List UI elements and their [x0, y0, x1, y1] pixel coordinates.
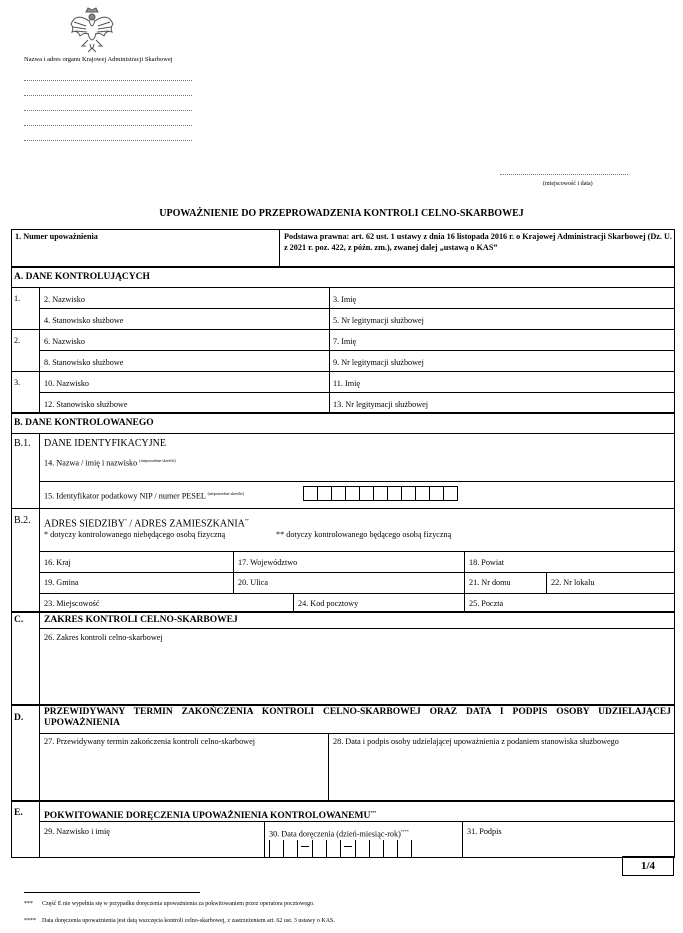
field-11-name[interactable]: 11. Imię [333, 379, 360, 388]
field-28-date-signature[interactable]: 28. Data i podpis osoby udzielającej upoważnienia z podaniem stanowiska służbowego [333, 737, 619, 746]
field-16-country[interactable]: 16. Kraj [44, 558, 71, 567]
field-2-surname[interactable]: 2. Nazwisko [44, 295, 85, 304]
section-c-title: ZAKRES KONTROLI CELNO-SKARBOWEJ [44, 615, 238, 625]
authorization-number-label[interactable]: 1. Numer upoważnienia [15, 232, 98, 241]
field-26-scope[interactable]: 26. Zakres kontroli celno-skarbowej [44, 633, 163, 642]
eagle-emblem-icon [68, 6, 116, 56]
organ-address-line[interactable] [24, 110, 192, 111]
field-23-city[interactable]: 23. Miejscowość [44, 599, 100, 608]
section-d-letter: D. [14, 713, 24, 723]
place-date-line[interactable] [500, 174, 628, 175]
field-29-name-surname[interactable]: 29. Nazwisko i imię [44, 827, 110, 836]
document-title: UPOWAŻNIENIE DO PRZEPROWADZENIA KONTROLI CELNO-SKARBOWEJ [159, 208, 524, 219]
field-3-name[interactable]: 3. Imię [333, 295, 357, 304]
section-e-letter: E. [14, 808, 23, 818]
field-30-delivery-date[interactable]: 30. Data doręczenia (dzień-miesiąc-rok)**** [269, 829, 409, 839]
field-8-position[interactable]: 8. Stanowisko służbowe [44, 358, 124, 367]
field-19-commune[interactable]: 19. Gmina [44, 578, 79, 587]
section-c [11, 612, 675, 705]
field-22-apartment-number[interactable]: 22. Nr lokalu [551, 578, 595, 587]
footnote-4: **** Data doręczenia upoważnienia jest datą wszczęcia kontroli celno-skarbowej, z zastrzeżeniem art. 62 ust. 3 ustawy o KAS. [24, 918, 335, 924]
field-24-postal-code[interactable]: 24. Kod pocztowy [298, 599, 359, 608]
b2-number: B.2. [14, 515, 31, 526]
footnote-3: *** Część E nie wypełnia się w przypadku doręczenia upoważnienia za pokwitowaniem przez operatora pocztowego. [24, 901, 315, 907]
field-5-id-number[interactable]: 5. Nr legitymacji służbowej [333, 316, 424, 325]
b1-title: DANE IDENTYFIKACYJNE [44, 438, 166, 449]
field-4-position[interactable]: 4. Stanowisko służbowe [44, 316, 124, 325]
organ-address-line[interactable] [24, 95, 192, 96]
section-e-title: POKWITOWANIE DORĘCZENIA UPOWAŻNIENIA KONTROLOWANEMU*** [44, 810, 377, 822]
field-6-surname[interactable]: 6. Nazwisko [44, 337, 85, 346]
b1-number: B.1. [14, 438, 31, 449]
field-17-voivodeship[interactable]: 17. Województwo [238, 558, 298, 567]
field-14-name[interactable]: 14. Nazwa / imię i nazwisko $^{(niepotrzebne skreślić)}$ [44, 458, 176, 468]
b2-note-legal-entity: * dotyczy kontrolowanego niebędącego osobą fizyczną [44, 530, 226, 539]
field-21-house-number[interactable]: 21. Nr domu [469, 578, 511, 587]
footnote-separator [24, 892, 200, 893]
controller-1-number: 1. [14, 294, 21, 303]
organ-address-line[interactable] [24, 140, 192, 141]
field-15-nip-pesel[interactable]: 15. Identyfikator podatkowy NIP / numer PESEL $^{(niepotrzebne skreślić)}$ [44, 491, 245, 501]
field-10-surname[interactable]: 10. Nazwisko [44, 379, 90, 388]
field-18-county[interactable]: 18. Powiat [469, 558, 505, 567]
section-c-letter: C. [14, 615, 24, 625]
field-27-planned-end-date[interactable]: 27. Przewidywany termin zakończenia kontroli celno-skarbowej [44, 737, 255, 746]
organ-address-line[interactable] [24, 125, 192, 126]
section-a-title: A. DANE KONTROLUJĄCYCH [14, 272, 150, 282]
field-13-id-number[interactable]: 13. Nr legitymacji służbowej [333, 400, 429, 409]
section-d-title: PRZEWIDYWANY TERMIN ZAKOŃCZENIA KONTROLI CELNO-SKARBOWEJ ORAZ DATA I PODPIS OSOBY UDZIELAJĄCEJ UPOWAŻNIENIA [44, 707, 671, 728]
b2-title: ADRES SIEDZIBY* / ADRES ZAMIESZKANIA** [44, 518, 249, 530]
controller-2-number: 2. [14, 336, 21, 345]
organ-address-line[interactable] [24, 80, 192, 81]
b2-note-natural-person: ** dotyczy kontrolowanego będącego osobą fizyczną [276, 530, 452, 539]
legal-basis-text: Podstawa prawna: art. 62 ust. 1 ustawy z dnia 16 listopada 2016 r. o Krajowej Administracji Skarbowej (Dz. U. z 2021 r. poz. 422, z późn. zm.), zwanej dalej „ustawą o KAS” [284, 232, 672, 252]
field-25-post-office[interactable]: 25. Poczta [469, 599, 504, 608]
field-20-street[interactable]: 20. Ulica [238, 578, 269, 587]
field-31-signature[interactable]: 31. Podpis [467, 827, 502, 836]
field-7-name[interactable]: 7. Imię [333, 337, 357, 346]
organ-name-label: Nazwa i adres organu Krajowej Administracji Skarbowej [24, 56, 173, 63]
field-12-position[interactable]: 12. Stanowisko służbowe [44, 400, 128, 409]
section-b-title: B. DANE KONTROLOWANEGO [14, 418, 154, 428]
page-number: 1/4 [622, 856, 674, 876]
place-date-label: (miejscowość i data) [543, 181, 593, 187]
field-9-id-number[interactable]: 9. Nr legitymacji służbowej [333, 358, 424, 367]
controller-3-number: 3. [14, 378, 21, 387]
